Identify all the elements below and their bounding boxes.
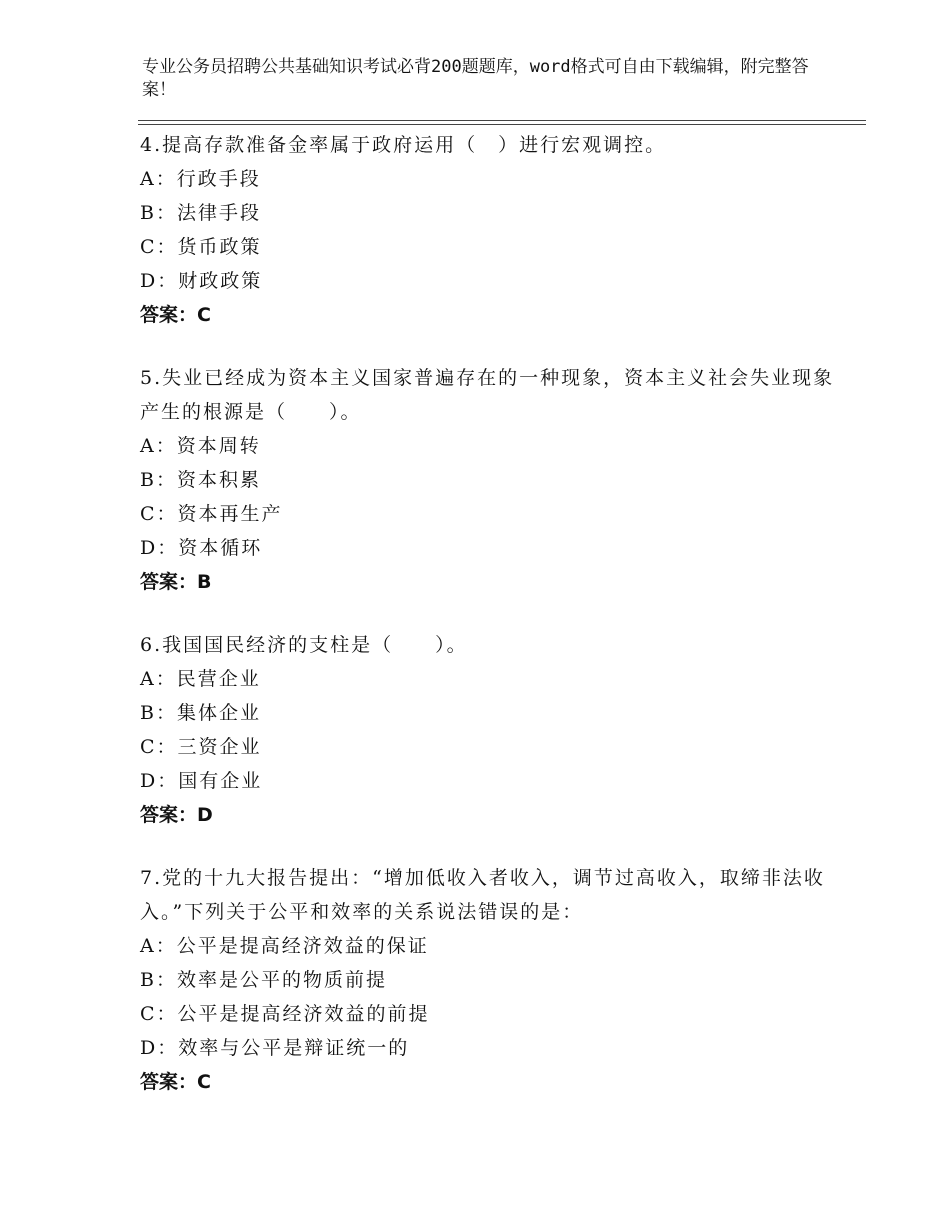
question-4 bbox=[140, 128, 840, 332]
answer-line: 答案：D bbox=[140, 804, 213, 826]
option-c: C：资本再生产 bbox=[140, 503, 283, 525]
option-c: C：三资企业 bbox=[140, 736, 262, 758]
option-b: B：效率是公平的物质前提 bbox=[140, 969, 387, 991]
document-header: 专业公务员招聘公共基础知识考试必背200题题库，word格式可自由下载编辑，附完整答案！ bbox=[142, 57, 809, 100]
option-c: C：货币政策 bbox=[140, 236, 262, 258]
option-c: C：公平是提高经济效益的前提 bbox=[140, 1003, 430, 1025]
answer-line: 答案：B bbox=[140, 571, 212, 593]
option-b: B：资本积累 bbox=[140, 469, 261, 491]
answer-line: 答案：C bbox=[140, 1071, 211, 1093]
option-a: A：资本周转 bbox=[140, 435, 261, 457]
question-6 bbox=[140, 628, 840, 832]
question-stem: 5.失业已经成为资本主义国家普遍存在的一种现象，资本主义社会失业现象产生的根源是（ ）。 bbox=[140, 367, 835, 423]
question-7 bbox=[140, 861, 840, 1099]
question-5 bbox=[140, 361, 840, 599]
question-list bbox=[140, 128, 840, 1128]
option-a: A：行政手段 bbox=[140, 168, 261, 190]
option-a: A：民营企业 bbox=[140, 668, 261, 690]
option-d: D：国有企业 bbox=[140, 770, 263, 792]
option-b: B：法律手段 bbox=[140, 202, 261, 224]
question-stem: 7.党的十九大报告提出：“增加低收入者收入，调节过高收入，取缔非法收入。”下列关于公平和效率的关系说法错误的是： bbox=[140, 867, 825, 923]
option-b: B：集体企业 bbox=[140, 702, 261, 724]
option-d: D：资本循环 bbox=[140, 537, 263, 559]
option-d: D：效率与公平是辩证统一的 bbox=[140, 1037, 410, 1059]
question-stem: 6.我国国民经济的支柱是（ ）。 bbox=[140, 634, 468, 656]
question-stem: 4.提高存款准备金率属于政府运用（ ）进行宏观调控。 bbox=[140, 134, 667, 156]
option-d: D：财政政策 bbox=[140, 270, 263, 292]
header-divider-bottom bbox=[138, 124, 866, 125]
header-divider-top bbox=[138, 120, 866, 121]
answer-line: 答案：C bbox=[140, 304, 211, 326]
option-a: A：公平是提高经济效益的保证 bbox=[140, 935, 429, 957]
